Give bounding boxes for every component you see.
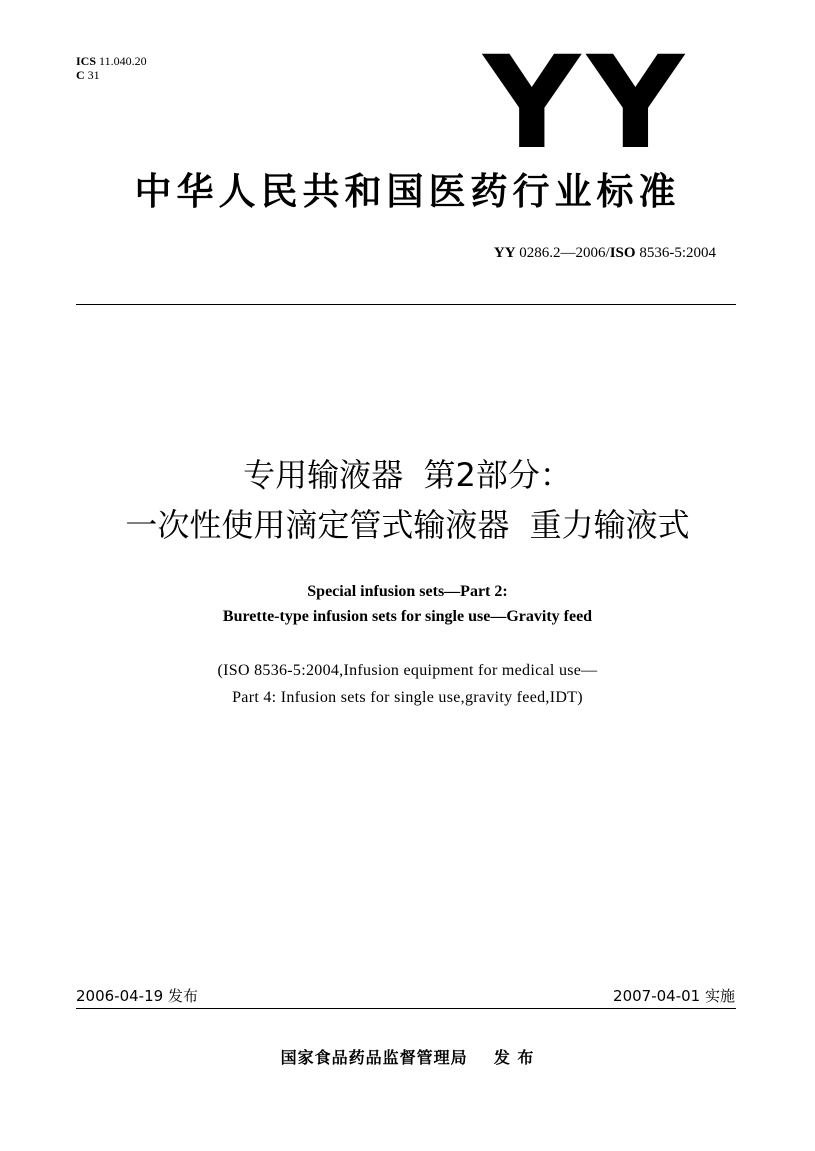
- classification-codes: [76, 54, 147, 82]
- ccs-label: C: [76, 68, 85, 82]
- yy-number: 0286.2—2006/: [519, 245, 610, 261]
- english-title-line-1: Special infusion sets—Part 2:: [307, 583, 508, 600]
- iso-reference-line-2: Part 4: Infusion sets for single use,gravity feed,IDT): [232, 689, 583, 706]
- ics-code: 11.040.20: [99, 54, 147, 68]
- standard-mark: YY: [482, 29, 690, 178]
- ccs-line: [76, 68, 147, 82]
- top-divider: [76, 304, 736, 305]
- implementation-date: 2007-04-01 实施: [613, 987, 735, 1005]
- ics-label: ICS: [76, 54, 97, 68]
- chinese-title-line-1: 专用输液器 第2部分：: [243, 456, 572, 494]
- ccs-code: 31: [87, 68, 100, 82]
- issuing-authority: 国家食品药品监督管理局 发 布: [280, 1048, 535, 1067]
- issue-date: 2006-04-19 发布: [76, 987, 198, 1005]
- english-title-line-2: Burette-type infusion sets for single use—Gravity feed: [222, 608, 593, 625]
- iso-number: 8536-5:2004: [639, 245, 716, 261]
- organization-title: 中华人民共和国医药行业标准: [134, 170, 681, 213]
- ics-line: [76, 54, 147, 68]
- bottom-divider: [76, 1008, 736, 1009]
- chinese-title-line-2: 一次性使用滴定管式输液器 重力输液式: [125, 506, 690, 544]
- iso-reference-line-1: (ISO 8536-5:2004,Infusion equipment for medical use—: [217, 662, 598, 679]
- standard-number: [494, 245, 716, 262]
- iso-prefix: ISO: [609, 245, 636, 261]
- yy-prefix: YY: [493, 245, 516, 261]
